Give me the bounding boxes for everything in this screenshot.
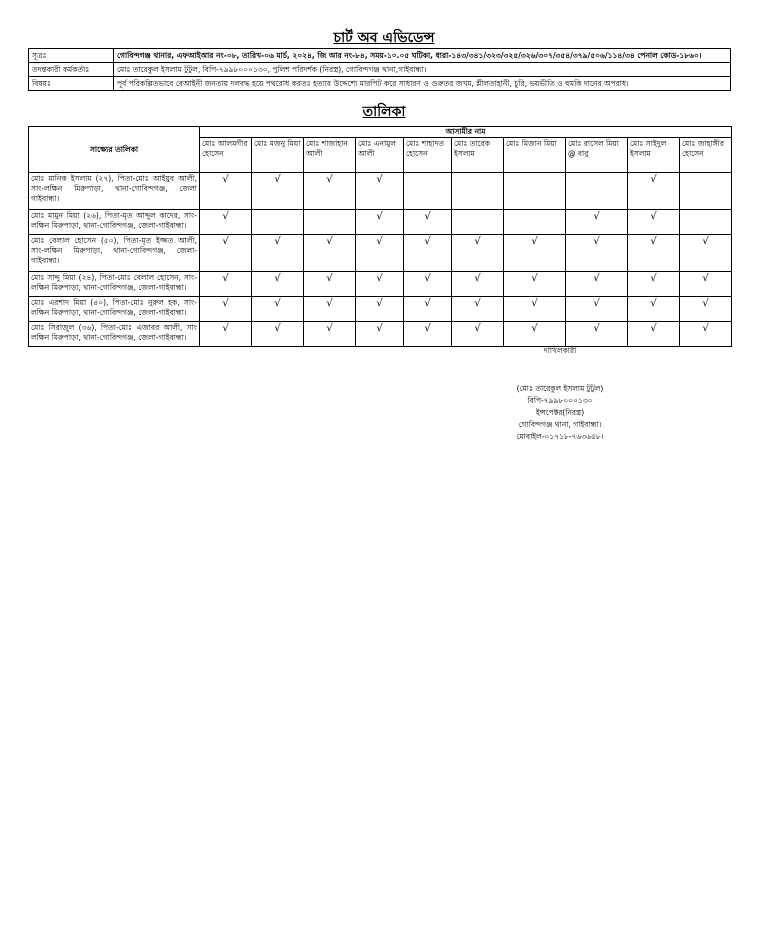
source-label: সূত্রঃ	[29, 49, 114, 63]
accused-header-2: মোঃ মজনু মিয়া	[252, 138, 304, 173]
empty-cell	[452, 210, 504, 235]
checkmark-cell: √	[680, 297, 732, 322]
signature-line: মোবাইল-০১৭১৮-৭৬৩৬৫৮।	[516, 432, 604, 441]
table-row	[29, 272, 732, 297]
source-value: গোবিন্দগঞ্জ থানার, এফআইআর নং-০৮, তারিখ-০৬ মার্চ, ২০২৪, জি আর নং-৮৪, সময়-১০.০৫ ঘটিকা, ধারা-১৪৩/৩৪১/৩২৩/৩২৫/৩২৬/৩০৭/৩৫৪/৩৭৯/৫০৬/১১৪/৩৪ পেনাল কোড-১৮৬০।	[114, 49, 731, 63]
checkmark-cell: √	[566, 297, 628, 322]
checkmark-cell: √	[680, 235, 732, 272]
checkmark-cell: √	[566, 210, 628, 235]
table-row	[29, 322, 732, 347]
checkmark-cell: √	[200, 210, 252, 235]
empty-cell	[680, 173, 732, 210]
signature-block	[470, 383, 650, 443]
accused-header-5: মোঃ শাহাদত হোসেন	[404, 138, 452, 173]
checkmark-cell: √	[252, 173, 304, 210]
checkmark-cell: √	[628, 210, 680, 235]
checkmark-cell: √	[628, 235, 680, 272]
checkmark-cell: √	[252, 235, 304, 272]
document-title: চার্ট অব এভিডেন্স	[333, 30, 435, 46]
table-row	[29, 210, 732, 235]
witness-cell: মোঃ মানিক ইসলাম (২৭), পিতা-মোঃ আইয়ুব আলী, সাং-লক্ষিন মিরুপাড়া, থানা-গোবিন্দগঞ্জ, জেলা গাইবান্ধা।	[29, 173, 200, 210]
empty-cell	[304, 210, 356, 235]
table-row	[29, 235, 732, 272]
checkmark-cell: √	[356, 322, 404, 347]
checkmark-cell: √	[252, 322, 304, 347]
checkmark-cell: √	[200, 297, 252, 322]
checkmark-cell: √	[304, 173, 356, 210]
checkmark-cell: √	[252, 297, 304, 322]
checkmark-cell: √	[304, 235, 356, 272]
checkmark-cell: √	[452, 272, 504, 297]
checkmark-cell: √	[504, 235, 566, 272]
checkmark-cell: √	[404, 297, 452, 322]
checkmark-cell: √	[680, 322, 732, 347]
checkmark-cell: √	[452, 235, 504, 272]
checkmark-cell: √	[200, 272, 252, 297]
list-title: তালিকা	[362, 104, 406, 120]
empty-cell	[252, 210, 304, 235]
evidence-table	[28, 126, 732, 347]
checkmark-cell: √	[628, 173, 680, 210]
checkmark-cell: √	[200, 322, 252, 347]
accused-header-3: মোঃ শাজাহান আলী	[304, 138, 356, 173]
witness-cell: মোঃ এরশাদ মিয়া (৪০), পিতা-মোঃ নুরুল হক, সাং-লক্ষিন মিরুপাড়া, থানা-গোবিন্দগঞ্জ, জেলা-গাইবান্ধা।	[29, 297, 200, 322]
accused-group-header: আসামীর নাম	[200, 127, 732, 138]
table-row	[29, 297, 732, 322]
checkmark-cell: √	[452, 322, 504, 347]
signature-line: বিপি-৭৯৯৮০০০১৩০	[527, 396, 593, 405]
witness-cell: মোঃ সাদ্দু মিয়া (২৪), পিতা-মোঃ বেলাল হোসেন, সাং-লক্ষিন মিরুপাড়া, থানা-গোবিন্দগঞ্জ, জেলা-গাইবান্ধা।	[29, 272, 200, 297]
accused-header-7: মোঃ মিজান মিয়া	[504, 138, 566, 173]
checkmark-cell: √	[404, 322, 452, 347]
accused-header-1: মোঃ আলমগীর হোসেন	[200, 138, 252, 173]
checkmark-cell: √	[504, 272, 566, 297]
accused-header-9: মোঃ সাইদুল ইসলাম	[628, 138, 680, 173]
evidence-table-body	[29, 173, 732, 347]
checkmark-cell: √	[566, 322, 628, 347]
empty-cell	[504, 210, 566, 235]
checkmark-cell: √	[356, 210, 404, 235]
checkmark-cell: √	[628, 272, 680, 297]
checkmark-cell: √	[252, 272, 304, 297]
signature-line: (মোঃ তারেকুল ইসলাম টুটুল)	[516, 384, 604, 393]
accused-header-8: মোঃ রাসেল মিয়া @ বাবু	[566, 138, 628, 173]
empty-cell	[680, 210, 732, 235]
checkmark-cell: √	[680, 272, 732, 297]
accused-header-6: মোঃ তারেক ইসলাম	[452, 138, 504, 173]
case-info-table	[28, 48, 731, 91]
empty-cell	[566, 173, 628, 210]
witness-cell: মোঃ সিরাজুল (৩৬), পিতা-মোঃ এজাবর আলী, সাং লক্ষিন মিরুপাড়া, থানা-গোবিন্দগঞ্জ, জেলা-গাইবান্ধা।	[29, 322, 200, 347]
table-row	[29, 173, 732, 210]
checkmark-cell: √	[566, 235, 628, 272]
witness-cell: মোঃ মামুন মিয়া (২৬), পিতা-মৃত আব্দুল কাদের, সাং-লক্ষিন মিরুপাড়া, থানা-গোবিন্দগঞ্জ, জেলা-গাইবান্ধা।	[29, 210, 200, 235]
checkmark-cell: √	[404, 272, 452, 297]
checkmark-cell: √	[628, 322, 680, 347]
checkmark-cell: √	[200, 173, 252, 210]
submitter-role: দাখিলকারী	[543, 346, 577, 355]
checkmark-cell: √	[566, 272, 628, 297]
checkmark-cell: √	[356, 297, 404, 322]
checkmark-cell: √	[452, 297, 504, 322]
empty-cell	[404, 173, 452, 210]
case-info-row-subject	[29, 77, 731, 91]
accused-header-10: মোঃ জাহাঙ্গীর হোসেন	[680, 138, 732, 173]
subject-label: বিষয়ঃ	[29, 77, 114, 91]
case-info-row-officer	[29, 63, 731, 77]
checkmark-cell: √	[628, 297, 680, 322]
checkmark-cell: √	[504, 322, 566, 347]
signature-line: ইন্সপেক্টর(নিরস্ত্র)	[535, 408, 585, 417]
signature-line: গোবিন্দগঞ্জ থানা, গাইবান্ধা।	[518, 420, 602, 429]
checkmark-cell: √	[504, 297, 566, 322]
officer-value: মোঃ তারেকুল ইসলাম টুটুল, বিপি-৭৯৯৮০০০১৩০, পুলিশ পরিদর্শক (নিরস্ত্র), গোবিন্দগঞ্জ থানা,গাইবান্ধা।	[114, 63, 731, 77]
checkmark-cell: √	[356, 272, 404, 297]
checkmark-cell: √	[404, 210, 452, 235]
checkmark-cell: √	[304, 297, 356, 322]
witness-cell: মোঃ বেলাল হোসেন (৫০), পিতা-মৃত ইজ্জত আলী, সাং-লক্ষিন মিরুপাড়া, থানা-গোবিন্দগঞ্জ, জেলা-গাইবান্ধা।	[29, 235, 200, 272]
checkmark-cell: √	[356, 173, 404, 210]
case-info-row-source	[29, 49, 731, 63]
checkmark-cell: √	[304, 272, 356, 297]
subject-value: পূর্ব পরিকল্পিতভাবে বেআইনী জনতায় দলবদ্ধ হয়ে পথরোধ করতঃ হত্যার উদ্দেশ্যে মারপিট করে সাধারণ ও গুরুতর জখম, শ্লীলতাহানী, চুরি, ভয়ভীতি ও হুমকি দানের অপরাধ।	[114, 77, 731, 91]
witness-list-header: সাক্ষ্যের তালিকা	[29, 127, 200, 173]
empty-cell	[504, 173, 566, 210]
officer-label: তদন্তকারী কর্মকর্তাঃ	[29, 63, 114, 77]
empty-cell	[452, 173, 504, 210]
checkmark-cell: √	[200, 235, 252, 272]
checkmark-cell: √	[404, 235, 452, 272]
checkmark-cell: √	[304, 322, 356, 347]
checkmark-cell: √	[356, 235, 404, 272]
accused-header-4: মোঃ এনামুল আলী	[356, 138, 404, 173]
